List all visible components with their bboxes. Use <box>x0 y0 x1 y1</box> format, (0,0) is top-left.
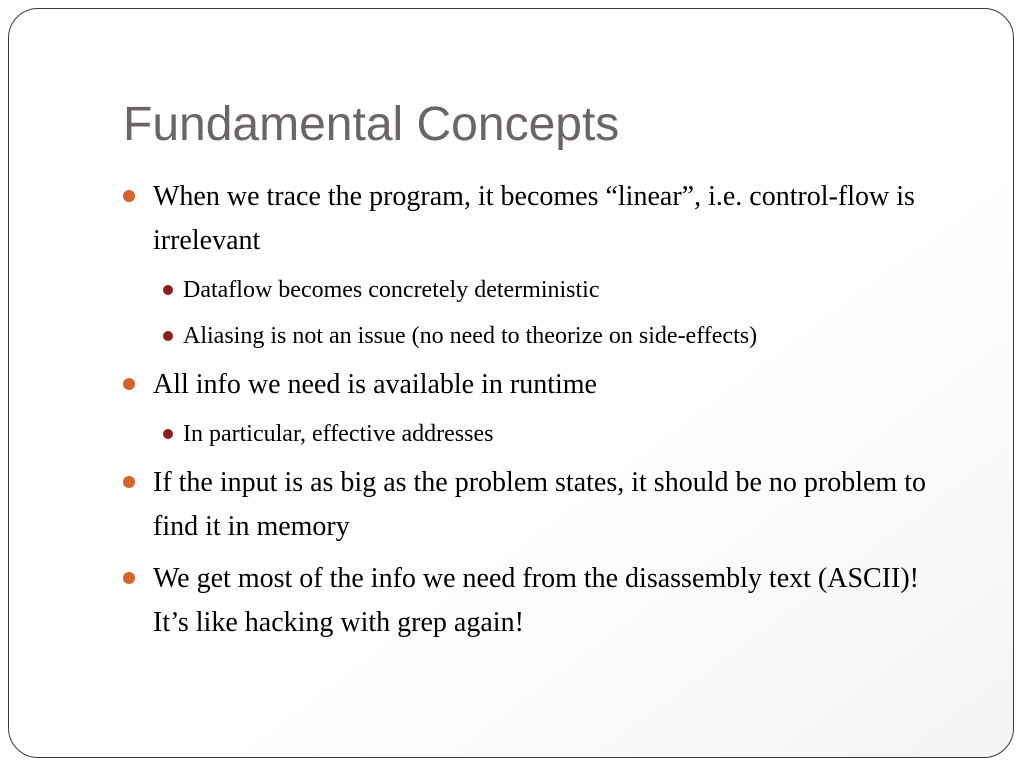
bullet-dot-icon <box>123 378 135 390</box>
sub-bullet-dot-icon <box>163 331 173 341</box>
sub-bullet-text: In particular, effective addresses <box>183 421 494 447</box>
sub-bullet-list <box>153 415 943 453</box>
sub-bullet-text: Dataflow becomes concretely deterministic <box>183 277 600 303</box>
bullet-item <box>123 557 943 645</box>
sub-bullet-item <box>153 415 943 453</box>
sub-bullet-dot-icon <box>163 429 173 439</box>
sub-bullet-item <box>153 317 943 355</box>
sub-bullet-dot-icon <box>163 285 173 295</box>
bullet-text: We get most of the info we need from the disassembly text (ASCII)! It’s like hacking with grep again! <box>153 563 920 638</box>
bullet-dot-icon <box>123 190 135 202</box>
sub-bullet-item <box>153 271 943 309</box>
bullet-text: If the input is as big as the problem states, it should be no problem to find it in memory <box>153 467 926 542</box>
bullet-item <box>123 175 943 355</box>
sub-bullet-list <box>153 271 943 355</box>
sub-bullet-text: Aliasing is not an issue (no need to theorize on side-effects) <box>183 323 758 349</box>
bullet-list <box>123 175 943 653</box>
slide-title: Fundamental Concepts <box>123 98 620 151</box>
bullet-dot-icon <box>123 476 135 488</box>
bullet-text: When we trace the program, it becomes “linear”, i.e. control-flow is irrelevant <box>153 181 915 256</box>
bullet-item <box>123 461 943 549</box>
bullet-dot-icon <box>123 572 135 584</box>
slide-frame <box>8 8 1014 758</box>
bullet-item <box>123 363 943 453</box>
bullet-text: All info we need is available in runtime <box>153 369 597 400</box>
